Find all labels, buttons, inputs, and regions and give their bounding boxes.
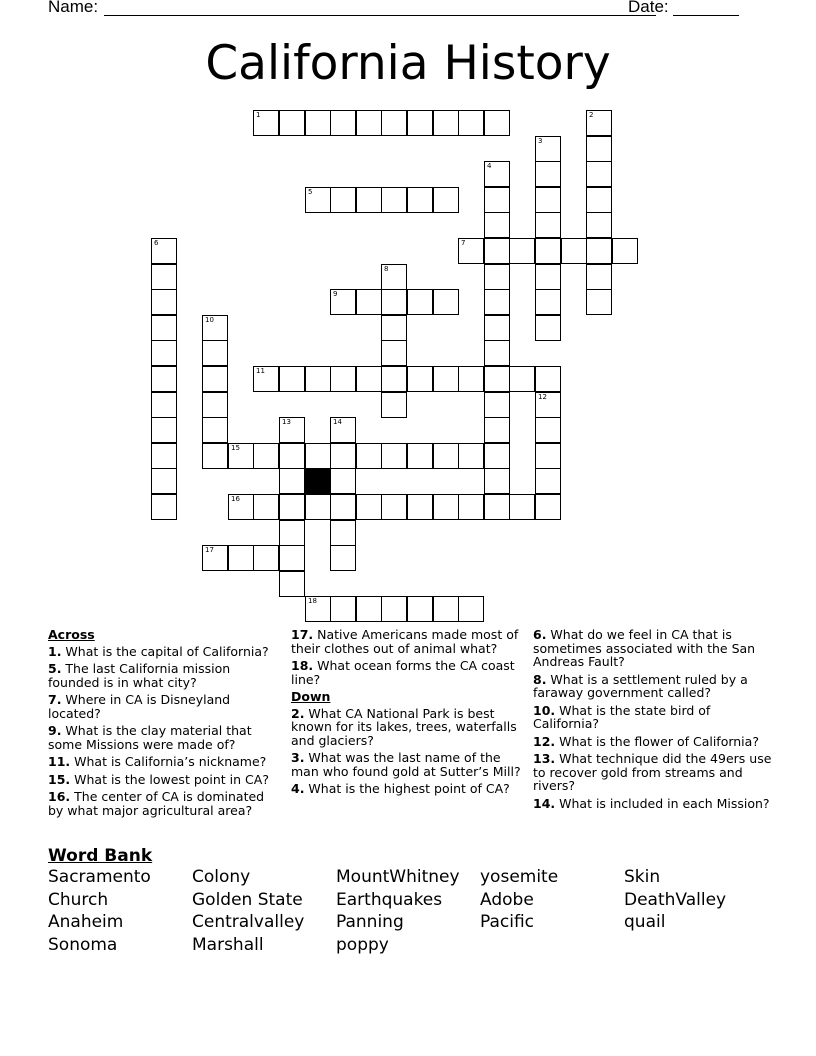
grid-cell[interactable] [561,238,587,264]
clue-text: The center of CA is dominated by what major agricultural area? [48,789,265,818]
clue-number: 4 [487,162,492,170]
clue-number: 10 [205,316,214,324]
grid-cell[interactable] [381,264,407,290]
grid-cell[interactable] [586,264,612,290]
clue [291,707,523,748]
clue-text: What ocean forms the CA coast line? [291,658,515,687]
grid-cell[interactable] [151,417,177,443]
grid-cell[interactable] [305,596,331,622]
grid-cell[interactable] [484,392,510,418]
clue-number: 15. [48,771,71,787]
clues-column-3 [533,628,773,814]
grid-cell[interactable] [228,443,254,469]
grid-cell[interactable] [586,289,612,315]
grid-cell[interactable] [535,494,561,520]
word-bank-item: Colony [192,867,251,887]
word-bank-item: Earthquakes [336,889,443,910]
grid-cell[interactable] [330,366,356,392]
clue [533,704,773,731]
word-bank-item: quail [624,912,666,933]
clue-text: What is the lowest point in CA? [70,771,269,787]
clue-number: 2 [589,111,594,119]
across-heading: Across [48,627,95,642]
clue [48,755,270,769]
grid-cell[interactable] [253,443,279,469]
grid-cell[interactable] [330,187,356,213]
word-bank-item: MountWhitney [336,867,460,887]
clue-number: 6. [533,627,547,642]
grid-cell[interactable] [381,340,407,366]
grid-cell[interactable] [407,443,433,469]
clue [291,782,523,796]
grid-cell[interactable] [535,417,561,443]
grid-cell[interactable] [484,417,510,443]
grid-cell[interactable] [484,366,510,392]
grid-cell[interactable] [458,238,484,264]
grid-cell[interactable] [330,468,356,494]
grid-cell[interactable] [407,596,433,622]
clue-number: 12 [538,393,547,401]
grid-cell[interactable] [433,366,459,392]
grid-cell[interactable] [458,443,484,469]
clue-text: Native Americans made most of their clothes out of animal what? [291,627,519,656]
black-cell [305,468,331,494]
clue-number: 16 [231,495,240,503]
grid-cell[interactable] [484,161,510,187]
word-bank-item: Adobe [480,889,534,910]
clue [48,662,270,689]
grid-cell[interactable] [509,366,535,392]
word-bank-item: Panning [336,912,404,933]
grid-cell[interactable] [356,110,382,136]
grid-cell[interactable] [484,264,510,290]
grid-cell[interactable] [433,110,459,136]
clue-text: The last California mission founded is in what city? [48,661,231,690]
word-bank-item: Golden State [192,889,303,910]
grid-cell[interactable] [330,443,356,469]
grid-cell[interactable] [228,545,254,571]
grid-cell[interactable] [279,494,305,520]
grid-cell[interactable] [381,494,407,520]
word-bank-item: Skin [624,867,661,887]
grid-cell[interactable] [535,136,561,162]
grid-cell[interactable] [330,545,356,571]
page-title: California History [205,36,611,91]
grid-cell[interactable] [356,366,382,392]
word-bank-item: yosemite [480,867,559,887]
grid-cell[interactable] [330,110,356,136]
clue-number: 9. [48,723,62,738]
grid-cell[interactable] [151,315,177,341]
grid-cell[interactable] [535,443,561,469]
grid-cell[interactable] [612,238,638,264]
grid-cell[interactable] [151,443,177,469]
word-bank-item: Church [48,889,109,910]
across-clue-list [48,645,270,818]
grid-cell[interactable] [535,315,561,341]
grid-cell[interactable] [381,392,407,418]
grid-cell[interactable] [535,366,561,392]
grid-cell[interactable] [381,596,407,622]
grid-cell[interactable] [381,110,407,136]
clue-text: What is the highest point of CA? [304,781,510,796]
grid-cell[interactable] [279,443,305,469]
grid-cell[interactable] [330,596,356,622]
grid-cell[interactable] [535,392,561,418]
clue-number: 14. [533,795,556,811]
grid-cell[interactable] [433,289,459,315]
grid-cell[interactable] [433,494,459,520]
grid-cell[interactable] [330,520,356,546]
grid-cell[interactable] [381,289,407,315]
grid-cell[interactable] [535,264,561,290]
clue-number: 13 [282,418,291,426]
grid-cell[interactable] [151,468,177,494]
grid-cell[interactable] [509,238,535,264]
word-bank-item: Sacramento [48,867,151,887]
grid-cell[interactable] [484,468,510,494]
clue-number: 1 [256,111,261,119]
grid-cell[interactable] [407,494,433,520]
name-label: Name: [48,0,99,16]
grid-cell[interactable] [151,264,177,290]
grid-cell[interactable] [253,366,279,392]
clue-number: 18 [308,597,317,605]
clue [533,735,773,749]
grid-cell[interactable] [279,545,305,571]
grid-cell[interactable] [381,366,407,392]
clue-number: 5. [48,661,62,676]
word-bank-item: Pacific [480,912,535,933]
word-bank-item: Anaheim [48,912,124,933]
grid-cell[interactable] [484,212,510,238]
down-clue-list [291,707,523,796]
grid-cell[interactable] [151,340,177,366]
grid-cell[interactable] [535,238,561,264]
clue-number: 12. [533,733,556,749]
clue-number: 2. [291,705,305,721]
clue [291,659,523,686]
clue-number: 8. [533,671,547,687]
grid-cell[interactable] [356,289,382,315]
grid-cell[interactable] [586,136,612,162]
grid-cell[interactable] [330,417,356,443]
word-bank-item: poppy [336,935,389,956]
grid-cell[interactable] [586,238,612,264]
grid-cell[interactable] [433,187,459,213]
word-bank-item: Centralvalley [192,912,305,933]
grid-cell[interactable] [407,110,433,136]
grid-cell[interactable] [151,366,177,392]
grid-cell[interactable] [228,494,254,520]
grid-cell[interactable] [305,187,331,213]
clue-text: What is the flower of California? [555,733,759,749]
clue-text: What do we feel in CA that is sometimes associated with the San Andreas Fault? [533,627,756,669]
clue-number: 11. [48,754,71,769]
clue-number: 9 [333,290,338,298]
grid-cell[interactable] [305,494,331,520]
clue-text: What is included in each Mission? [555,795,770,811]
grid-cell[interactable] [279,520,305,546]
down-clue-list-continued [533,628,773,810]
grid-cell[interactable] [330,289,356,315]
grid-cell[interactable] [253,494,279,520]
grid-cell[interactable] [535,187,561,213]
grid-cell[interactable] [484,340,510,366]
grid-cell[interactable] [202,443,228,469]
grid-cell[interactable] [151,238,177,264]
clue-text: What is a settlement ruled by a faraway government called? [533,671,748,700]
grid-cell[interactable] [356,494,382,520]
grid-cell[interactable] [356,187,382,213]
grid-cell[interactable] [151,494,177,520]
word-bank-title: Word Bank [48,846,153,866]
clue-text: What is the capital of California? [61,643,269,659]
across-clue-list-continued [291,628,523,686]
grid-cell[interactable] [279,468,305,494]
grid-cell[interactable] [253,110,279,136]
clue-text: What is California’s nickname? [70,754,267,769]
grid-cell[interactable] [484,187,510,213]
clue-number: 7. [48,692,62,707]
word-bank-item: Marshall [192,935,264,956]
grid-cell[interactable] [458,596,484,622]
clue [48,773,270,787]
grid-cell[interactable] [202,392,228,418]
clue-number: 13. [533,751,556,766]
grid-cell[interactable] [279,366,305,392]
grid-cell[interactable] [253,545,279,571]
grid-cell[interactable] [202,366,228,392]
clue [533,752,773,793]
grid-cell[interactable] [305,366,331,392]
grid-cell[interactable] [202,340,228,366]
clue [291,628,523,655]
word-bank-item: Sonoma [48,935,118,956]
grid-cell[interactable] [535,468,561,494]
word-bank-item: DeathValley [624,889,727,910]
clue [48,724,270,751]
clue-number: 6 [154,239,159,247]
grid-cell[interactable] [509,494,535,520]
grid-cell[interactable] [279,571,305,597]
grid-cell[interactable] [356,443,382,469]
grid-cell[interactable] [535,161,561,187]
grid-cell[interactable] [458,110,484,136]
clues-column-1 [48,628,270,821]
clue [291,751,523,778]
clue [48,645,270,659]
clue-text: What CA National Park is best known for its lakes, trees, waterfalls and glaciers? [291,705,517,748]
grid-cell[interactable] [484,289,510,315]
grid-cell[interactable] [330,494,356,520]
grid-cell[interactable] [202,315,228,341]
clue [533,797,773,811]
grid-cell[interactable] [535,212,561,238]
clue [48,693,270,720]
clue [533,673,773,700]
clue-number: 8 [384,265,389,273]
clues-column-2 [291,628,523,800]
clue-text: What was the last name of the man who found gold at Sutter’s Mill? [291,750,521,779]
clue [48,790,270,817]
grid-cell[interactable] [381,443,407,469]
grid-cell[interactable] [458,494,484,520]
clue-number: 7 [461,239,466,247]
grid-cell[interactable] [151,289,177,315]
clue-number: 10. [533,702,556,718]
grid-cell[interactable] [381,187,407,213]
grid-cell[interactable] [484,238,510,264]
grid-cell[interactable] [407,187,433,213]
clue-number: 14 [333,418,342,426]
clue-number: 17 [205,546,214,554]
grid-cell[interactable] [586,161,612,187]
date-label: Date: [628,0,669,16]
clue [533,628,773,669]
grid-cell[interactable] [279,110,305,136]
grid-cell[interactable] [407,366,433,392]
grid-cell[interactable] [279,417,305,443]
grid-cell[interactable] [484,315,510,341]
clue-text: What technique did the 49ers use to recover gold from streams and rivers? [533,751,772,793]
grid-cell[interactable] [151,392,177,418]
clue-number: 15 [231,444,240,452]
grid-cell[interactable] [356,596,382,622]
clue-number: 18. [291,658,314,673]
clue-text: What is the clay material that some Missions were made of? [48,723,252,752]
grid-cell[interactable] [484,494,510,520]
clue-text: Where in CA is Disneyland located? [48,692,231,721]
grid-cell[interactable] [433,596,459,622]
clue-number: 16. [48,789,71,804]
clue-number: 1. [48,643,62,659]
grid-cell[interactable] [586,110,612,136]
grid-cell[interactable] [202,545,228,571]
clue-number: 5 [308,188,313,196]
clue-number: 11 [256,367,265,375]
grid-cell[interactable] [305,110,331,136]
grid-cell[interactable] [381,315,407,341]
grid-cell[interactable] [407,289,433,315]
clue-number: 3 [538,137,543,145]
grid-cell[interactable] [484,110,510,136]
clue-number: 3. [291,750,305,765]
grid-cell[interactable] [484,443,510,469]
down-heading: Down [291,689,331,704]
grid-cell[interactable] [535,289,561,315]
clue-number: 17. [291,627,314,642]
clue-text: What is the state bird of California? [533,702,711,731]
grid-cell[interactable] [586,187,612,213]
grid-cell[interactable] [458,366,484,392]
grid-cell[interactable] [586,212,612,238]
clue-number: 4. [291,781,305,796]
grid-cell[interactable] [305,443,331,469]
grid-cell[interactable] [202,417,228,443]
grid-cell[interactable] [433,443,459,469]
